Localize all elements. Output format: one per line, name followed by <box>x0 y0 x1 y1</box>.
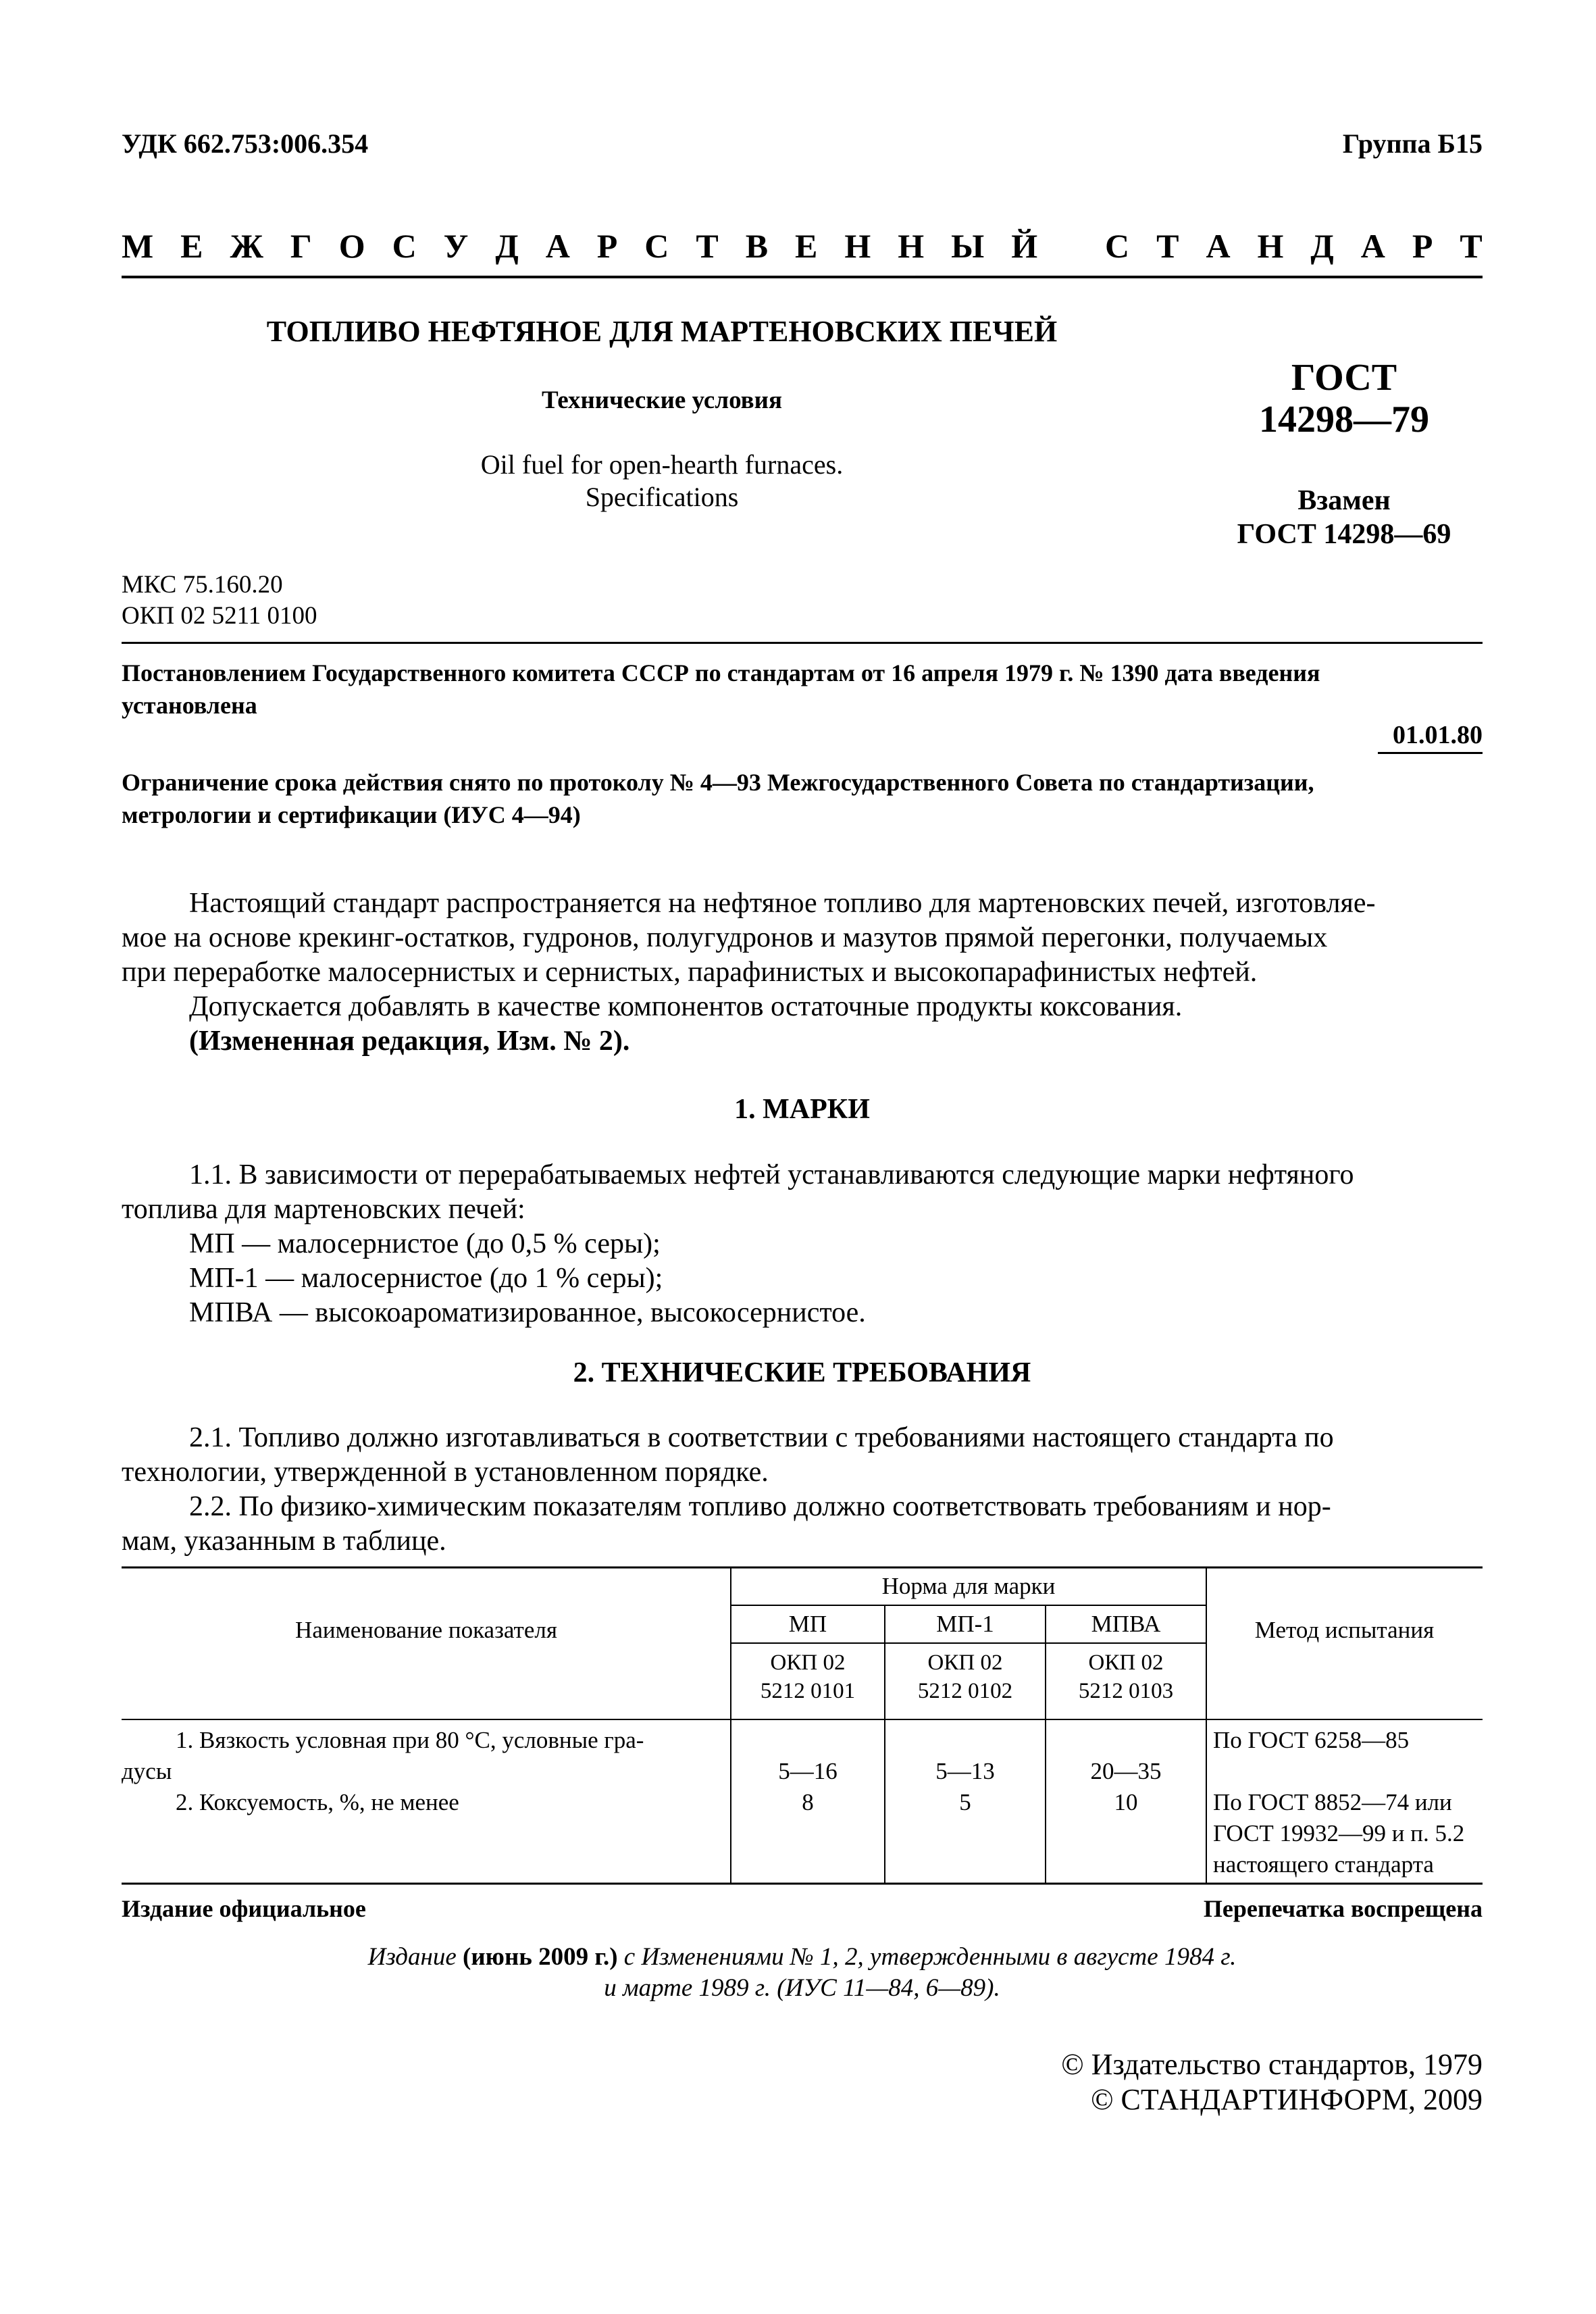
heading-letter: Н <box>1257 227 1284 265</box>
heading-letter: Р <box>1412 227 1433 265</box>
heading-letter: Т <box>1156 227 1179 265</box>
grade-mp1: МП-1 — малосернистое (до 1 % серы); <box>189 1263 663 1294</box>
section2-heading: 2. ТЕХНИЧЕСКИЕ ТРЕБОВАНИЯ <box>573 1357 1031 1388</box>
grade-mpva-okp <box>1046 1649 1206 1705</box>
table-row <box>122 1725 729 1818</box>
intro-coking: Допускается добавлять в качестве компонентов остаточные продукты коксования. <box>189 991 1183 1022</box>
row2-value-mp: 8 <box>802 1789 814 1815</box>
heading-letter: С <box>1105 227 1130 265</box>
limitation-line2: метрологии и сертификации (ИУС 4—94) <box>122 801 581 828</box>
table-header-name: Наименование показателя <box>295 1617 557 1643</box>
intro-line2: мое на основе крекинг-остатков, гудронов, полугудронов и мазутов прямой перегонки, получаемых <box>122 922 1328 953</box>
replaces-label: Взамен <box>1297 485 1391 516</box>
row2-value-mpva: 10 <box>1114 1789 1138 1815</box>
limitation-line1: Ограничение срока действия снято по протоколу № 4—93 Межгосударственного Совета по стандартизации, <box>122 769 1314 796</box>
row1-name-line2: дусы <box>122 1758 172 1784</box>
intro-line3: при переработке малосернистых и сернистых, парафинистых и высокопарафинистых нефтей. <box>122 957 1258 988</box>
heading-letter: Е <box>795 227 818 265</box>
edition-note-line2: и марте 1989 г. (ИУС 11—84, 6—89). <box>604 1974 1000 2002</box>
copyright-2009: © СТАНДАРТИНФОРМ, 2009 <box>1091 2083 1483 2116</box>
heading-letter: Д <box>495 227 519 265</box>
gost-number: 14298—79 <box>1259 399 1429 441</box>
heading-letter: А <box>1360 227 1385 265</box>
row1-name-line1: 1. Вязкость условная при 80 °С, условные гра- <box>176 1727 644 1753</box>
mks-code: МКС 75.160.20 <box>122 571 283 599</box>
heading-letter: С <box>392 227 417 265</box>
grade-mp1-header: МП-1 <box>936 1611 994 1637</box>
grade-mp1-okp <box>885 1649 1046 1705</box>
grade-mpva-okp2: 5212 0103 <box>1078 1679 1174 1703</box>
section1-line1: 1.1. В зависимости от перерабатываемых нефтей устанавливаются следующие марки нефтяного <box>189 1159 1354 1190</box>
copyright-1979: © Издательство стандартов, 1979 <box>1061 2048 1483 2081</box>
grade-mpva-header: МПВА <box>1091 1611 1161 1637</box>
section1-line2: топлива для мартеновских печей: <box>122 1194 525 1225</box>
heading-letter: Н <box>844 227 871 265</box>
edition-date: (июнь 2009 г.) <box>463 1943 618 1971</box>
table-header-method: Метод испытания <box>1254 1617 1435 1643</box>
row2-method-line2: ГОСТ 19932—99 и п. 5.2 <box>1213 1820 1465 1846</box>
grade-mp-okp1: ОКП 02 <box>770 1651 846 1675</box>
heading-letter: Р <box>596 227 618 265</box>
heading-letter: У <box>443 227 469 265</box>
intro-line1: Настоящий стандарт распространяется на нефтяное топливо для мартеновских печей, изготовляе- <box>189 888 1376 919</box>
heading-letter: В <box>745 227 769 265</box>
grade-mp-header: МП <box>788 1611 827 1637</box>
okp-code: ОКП 02 5211 0100 <box>122 602 317 630</box>
heading-letter: Е <box>180 227 203 265</box>
decree-line2: установлена <box>122 692 257 719</box>
heading-letter: Й <box>1011 227 1038 265</box>
heading-letter: С <box>644 227 669 265</box>
grade-mp1-okp1: ОКП 02 <box>927 1651 1003 1675</box>
section2-p22-line2: мам, указанным в таблице. <box>122 1526 446 1557</box>
section1-heading: 1. МАРКИ <box>734 1094 870 1125</box>
row2-value-mp1: 5 <box>959 1789 971 1815</box>
reprint-prohibited: Перепечатка воспрещена <box>1203 1895 1483 1922</box>
row2-method-line3: настоящего стандарта <box>1213 1851 1434 1878</box>
heading-letter: Ы <box>951 227 985 265</box>
row2-method-line1: По ГОСТ 8852—74 или <box>1213 1789 1452 1815</box>
edition-changes: с Изменениями № 1, 2, утвержденными в августе 1984 г. <box>623 1943 1237 1971</box>
table-header-norm: Норма для марки <box>881 1573 1056 1599</box>
english-title-line2: Specifications <box>585 482 739 512</box>
heading-letter: О <box>338 227 365 265</box>
grade-mp1-okp2: 5212 0102 <box>917 1679 1013 1703</box>
grade-mpva: МПВА — высокоароматизированное, высокосернистое. <box>189 1297 866 1328</box>
english-title-line1: Oil fuel for open-hearth furnaces. <box>480 449 844 480</box>
edition-note <box>122 1942 1483 2004</box>
replaces-number: ГОСТ 14298—69 <box>1237 519 1451 550</box>
grade-mp-okp2: 5212 0101 <box>760 1679 856 1703</box>
grade-mpva-okp1: ОКП 02 <box>1088 1651 1164 1675</box>
gost-label: ГОСТ <box>1291 357 1397 399</box>
row1-value-mp: 5—16 <box>778 1758 838 1784</box>
group-code: Группа Б15 <box>1342 128 1483 159</box>
edition-note-line1 <box>122 1942 1483 1973</box>
decree-line1: Постановлением Государственного комитета СССР по стандартам от 16 апреля 1979 г. № 1390 дата введения <box>122 659 1320 686</box>
row1-value-mpva: 20—35 <box>1090 1758 1162 1784</box>
intro-amendment: (Измененная редакция, Изм. № 2). <box>189 1026 630 1057</box>
document-subtitle: Технические условия <box>542 386 782 414</box>
heading-letter: Д <box>1310 227 1334 265</box>
heading-letter: Т <box>1460 227 1483 265</box>
udk-code: УДК 662.753:006.354 <box>122 128 369 159</box>
section2-p22-line1: 2.2. По физико-химическим показателям топливо должно соответствовать требованиям и нор- <box>189 1491 1331 1522</box>
row1-value-mp1: 5—13 <box>935 1758 995 1784</box>
official-edition: Издание официальное <box>122 1895 366 1922</box>
row2-method <box>1213 1787 1483 1880</box>
heading-letter: Н <box>898 227 925 265</box>
heading-letter: Г <box>290 227 312 265</box>
heading-letter: А <box>545 227 570 265</box>
grade-mp: МП — малосернистое (до 0,5 % серы); <box>189 1228 661 1259</box>
section2-p21-line2: технологии, утвержденной в установленном порядке. <box>122 1457 769 1488</box>
heading-letter: М <box>122 227 154 265</box>
heading-letter: Ж <box>230 227 263 265</box>
effective-date: 01.01.80 <box>1393 721 1483 749</box>
section2-p21-line1: 2.1. Топливо должно изготавливаться в соответствии с требованиями настоящего стандарта по <box>189 1422 1334 1453</box>
row2-name: 2. Коксуемость, %, не менее <box>176 1789 459 1815</box>
grade-mp-okp <box>731 1649 885 1705</box>
heading-letter: А <box>1206 227 1231 265</box>
document-title: ТОПЛИВО НЕФТЯНОЕ ДЛЯ МАРТЕНОВСКИХ ПЕЧЕЙ <box>266 315 1058 348</box>
heading-letter: Т <box>696 227 719 265</box>
row1-method: По ГОСТ 6258—85 <box>1213 1727 1410 1753</box>
edition-word: Издание <box>367 1943 457 1971</box>
copyright-block <box>878 2047 1483 2117</box>
